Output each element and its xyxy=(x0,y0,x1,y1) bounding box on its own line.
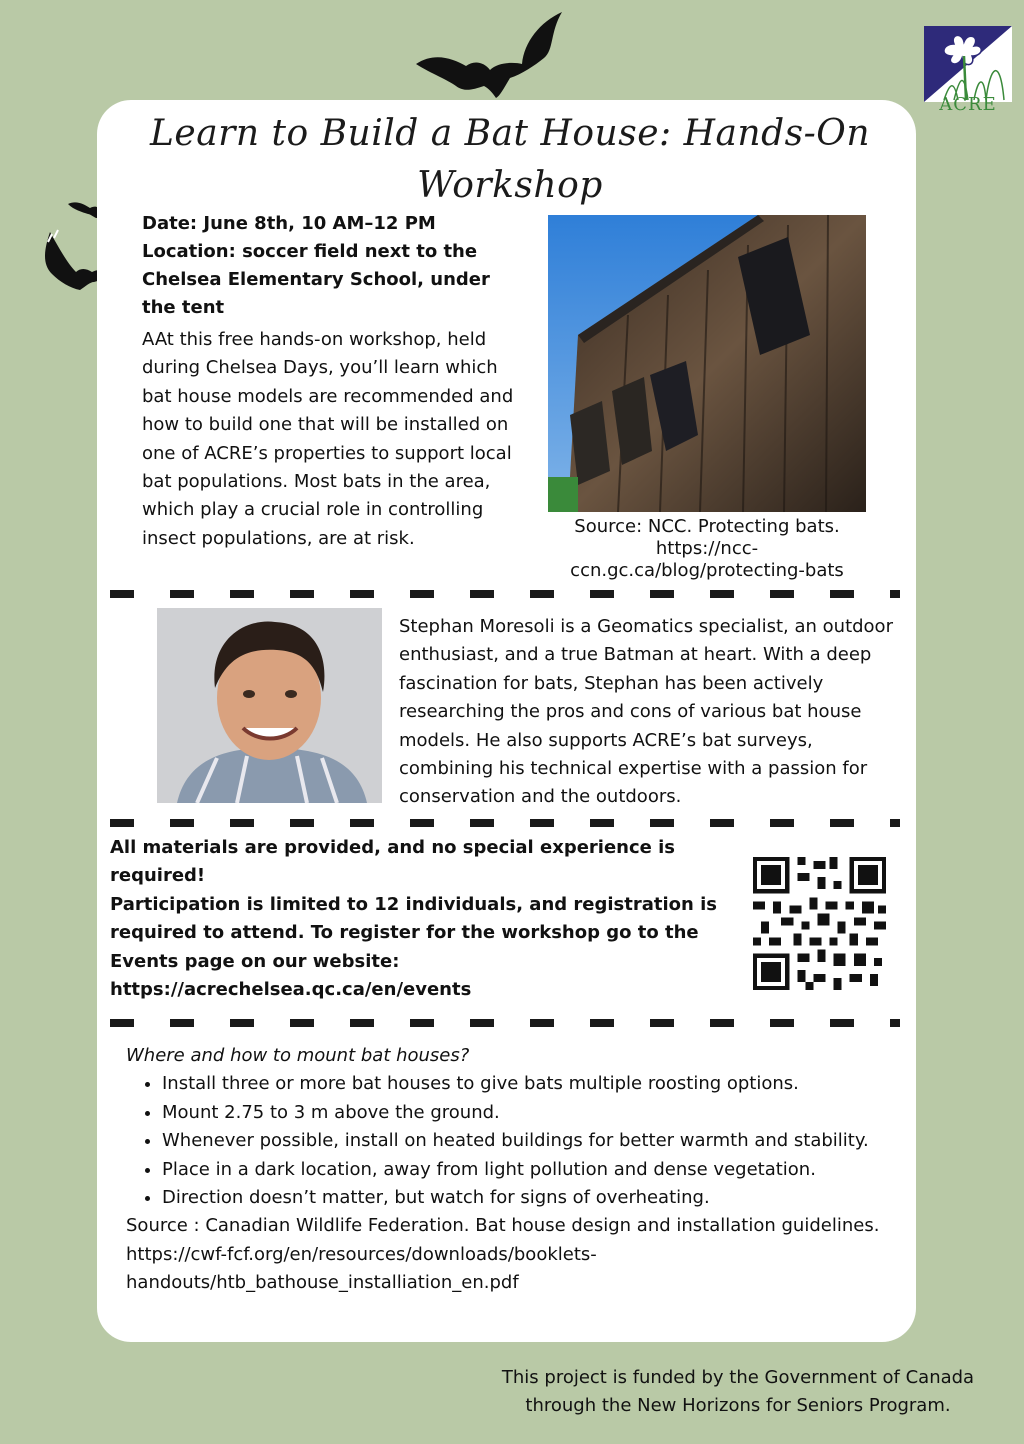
mounting-source: Source : Canadian Wildlife Federation. Bat house design and installation guidelines. https://cwf-fcf.org/en/resources/downloads/booklets-handouts/htb_bathouse_installiation_en.pdf xyxy=(126,1215,880,1294)
registration-materials: All materials are provided, and no special experience is required! xyxy=(110,837,676,887)
registration-limit: Participation is limited to 12 individuals, and registration is required to attend. To register for the workshop go to the Events page on our website: xyxy=(110,893,718,972)
registration-url[interactable]: https://acrechelsea.qc.ca/en/events xyxy=(110,979,472,1001)
event-info xyxy=(142,210,512,322)
event-date: Date: June 8th, 10 AM–12 PM xyxy=(142,213,436,234)
speaker-bio: Stephan Moresoli is a Geomatics specialist, an outdoor enthusiast, and a true Batman at heart. With a deep fascination for bats, Stephan has been actively researching the pros and cons of various bat house models. He also supports ACRE’s bat surveys, combining his technical expertise with a passion for conservation and the outdoors. xyxy=(399,616,893,808)
list-item: • Whenever possible, install on heated buildings for better warmth and stability. xyxy=(162,1127,896,1155)
speaker-portrait xyxy=(157,608,382,803)
list-item: • Direction doesn’t matter, but watch for signs of overheating. xyxy=(162,1184,896,1212)
bat-house-photo xyxy=(548,215,866,512)
event-location: Location: soccer field next to the Chelsea Elementary School, under the tent xyxy=(142,241,490,318)
qr-code-icon[interactable] xyxy=(753,857,886,990)
divider xyxy=(110,590,900,598)
mounting-heading: Where and how to mount bat houses? xyxy=(126,1045,470,1066)
list-item: • Install three or more bat houses to give bats multiple roosting options. xyxy=(162,1070,896,1098)
logo-text: ACRE xyxy=(939,94,997,115)
photo-caption: Source: NCC. Protecting bats. https://ncc-ccn.gc.ca/blog/protecting-bats xyxy=(570,516,844,581)
registration-info xyxy=(110,834,735,1004)
divider xyxy=(110,1019,900,1027)
event-description: AAt this free hands-on workshop, held during Chelsea Days, you’ll learn which bat house models are recommended and how to build one that will be installed on one of ACRE’s properties to support local bat populations. Most bats in the area, which play a crucial role in controlling insect populations, are at risk. xyxy=(142,329,514,549)
bat-large-icon xyxy=(414,8,564,100)
funding-footer: This project is funded by the Government of Canada through the New Horizons for Seniors Program. xyxy=(501,1367,975,1416)
page-title: Learn to Build a Bat House: Hands-On Workshop xyxy=(149,113,871,206)
list-item: • Mount 2.75 to 3 m above the ground. xyxy=(162,1099,896,1127)
mounting-list xyxy=(126,1070,896,1212)
mounting-section xyxy=(126,1042,896,1298)
divider xyxy=(110,819,900,827)
list-item: • Place in a dark location, away from light pollution and dense vegetation. xyxy=(162,1156,896,1184)
